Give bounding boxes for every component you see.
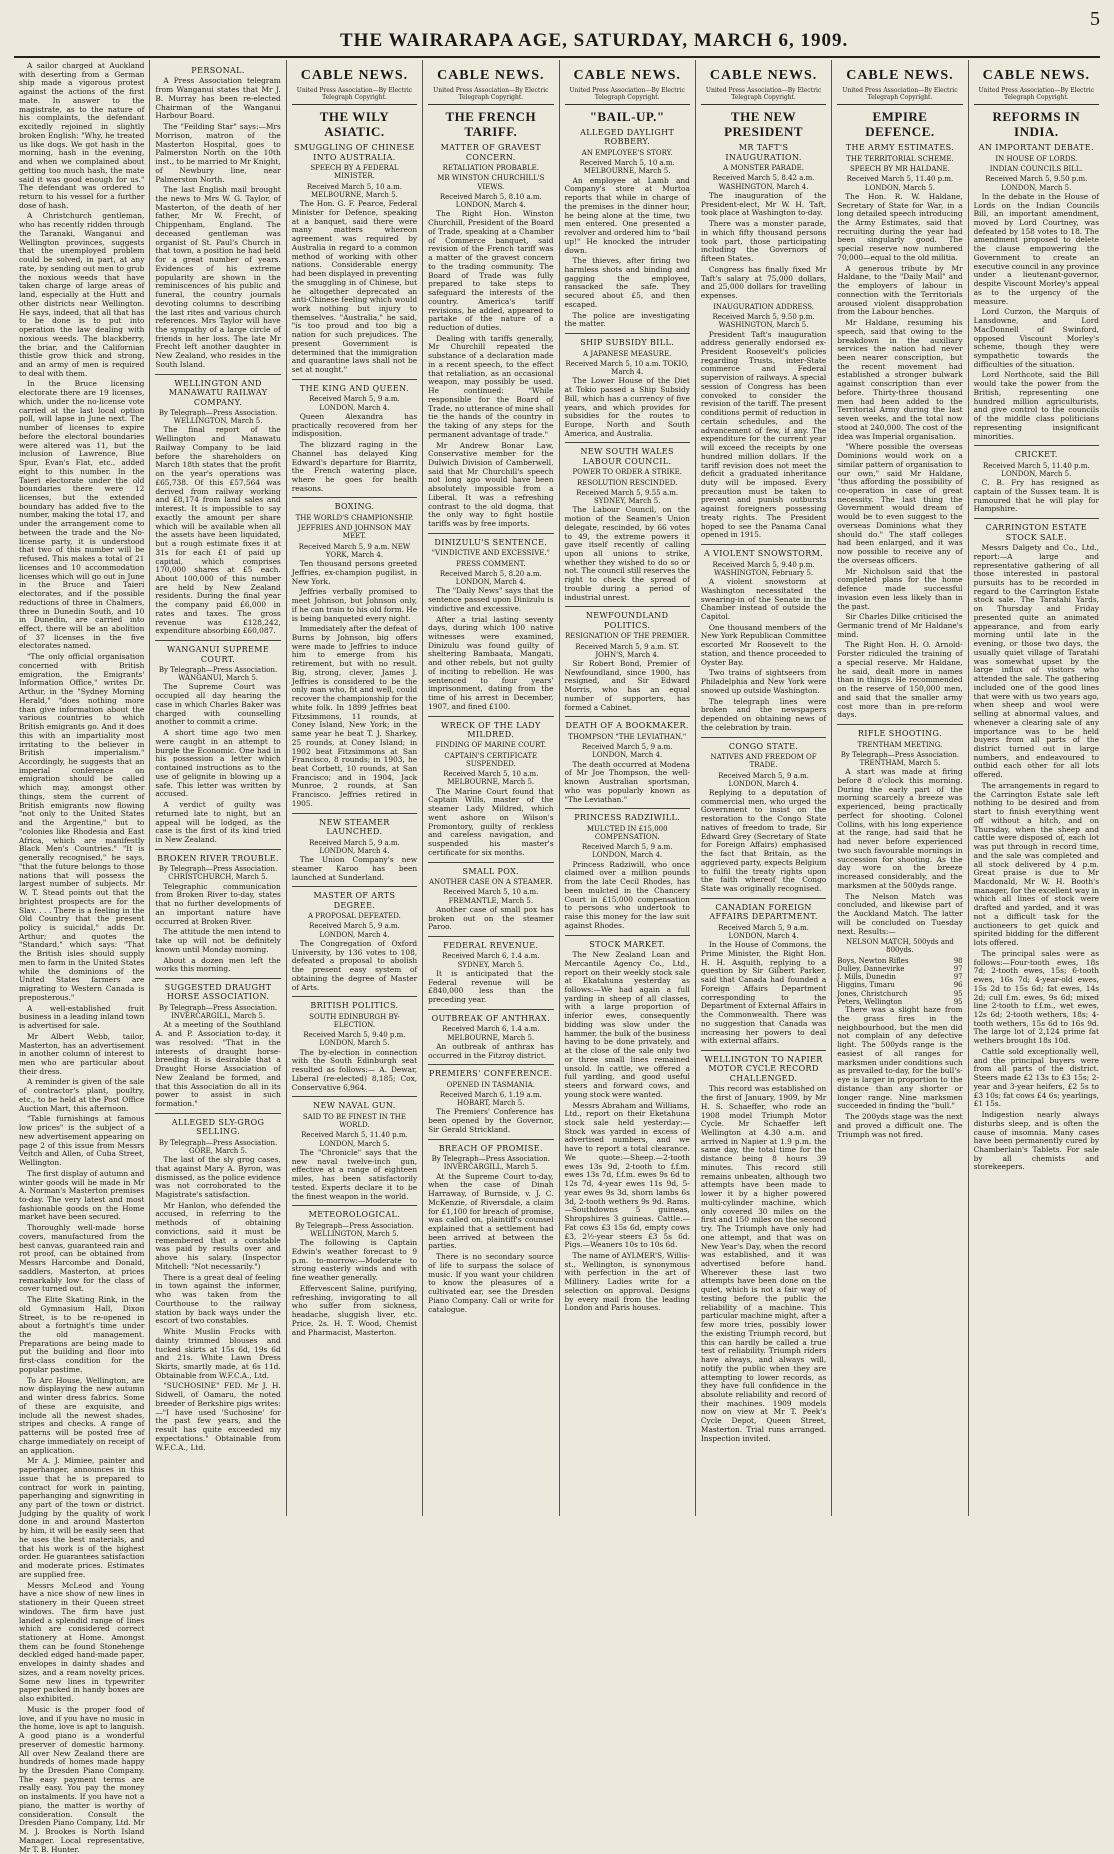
dateline: Received March 5, 10 a.m. MELBOURNE, March 5. — [443, 770, 539, 787]
column-4 — [423, 60, 559, 1516]
masthead-rule — [14, 56, 1100, 58]
press-credit: United Press Association—By Electric Telegraph Copyright. — [292, 87, 417, 105]
sub-heading: OPENED IN TASMANIA. — [446, 1080, 535, 1089]
article-paragraph: Lord Curzon, the Marquis of Lansdowne, and Lord MacDonnell of Swinford, opposed Viscount Morley's scheme, though they were sympathetic towards the difficulties of the situation. — [973, 307, 1099, 369]
masthead — [0, 0, 1114, 58]
sub-heading: THE TERRITORIAL SCHEME. — [846, 154, 954, 163]
article-paragraph: Messrs Abraham and Williams, Ltd., report on their Eketahuna stock sale held yesterday:—Stock was yarded in excess of advertised numbers, and we have to report a total clearance. We quote:—Sheep.—2-tooth ewes 13s 9d, 2-tooth to f.f.m. ewes 13s 7d, f.f.m. ewes 9s 6d to 12s 7d, 4-year ewes 11s 9d, 5-year ewes 9s 3d, shorn lambs 6s 3d, 2-tooth wethers 9s 9d. Rams.—Southdowns 5 guineas, Shropshires 3 guineas. Cattle.—Fat cows £3 15s 6d, empty cows £3, 2½-year steers £3 5s 6d. Pigs.—Weaners 10s to 10s 6d. — [564, 1100, 690, 1250]
sub-heading: SPEECH BY A FEDERAL MINISTER. — [310, 164, 399, 181]
competitor-score: 95 — [953, 997, 963, 1006]
article-paragraph: Mr Albert Webb, tailor, Masterton, has an advertisement in another column of interest to men who are particular about their dress. — [19, 1031, 145, 1076]
section-heading: WRECK OF THE LADY MILDRED. — [440, 720, 541, 740]
press-credit: United Press Association—By Electric Telegraph Copyright. — [701, 87, 826, 105]
article-paragraph: A Press Association telegram from Wanganui states that Mr J. B. Murray has been re-elected Chairman of the Wanganui Harbour Board. — [155, 76, 281, 121]
sub-heading: "VINDICTIVE AND EXCESSIVE." — [431, 549, 550, 558]
article-paragraph: Immediately after the defeat of Burns by Johnson, big offers were made to Jeffries to induce him to emerge from his retirement, but with no result. Big, strong, clever, James J. Jeffries is considered to be the only man who, fit and well, could recover the championship for the white folk. In 1899 Jeffries beat Fitzsimmons, 11 rounds, at Coney Island, New York; in the same year he beat T. J. Sharkey, 25 rounds, at Coney Island; in 1902 beat Fitzsimmons at San Francisco, 8 rounds; in 1903, he beat Corbett, 10 rounds, at San Francisco; and in 1904, Jack Munroe, 2 rounds, at San Francisco. Jeffries retired in 1905. — [291, 624, 418, 808]
article-paragraph: There is no secondary source of life to surpass the solace of music. If you want your children to know the pleasures of a cultivated ear, see the Dresden Piano Company. Call or write for catalogue. — [428, 1252, 554, 1314]
sub-heading: IN HOUSE OF LORDS. — [995, 154, 1078, 163]
dateline: Received March 5, 9.40 p.m. WASHINGTON, February 5. — [712, 560, 815, 577]
dateline: Received March 5, 9.40 p.m. LONDON, March 5. — [303, 1031, 406, 1048]
sub-heading: SPEECH BY MR HALDANE. — [849, 165, 950, 174]
article-headline: REFORMS IN INDIA. — [992, 108, 1081, 139]
column-divider — [565, 606, 690, 607]
article-paragraph: The telegraph lines were broken and the newspapers depended on obtaining news of the celebration by train. — [700, 696, 827, 732]
article-paragraph: The police are investigating the matter. — [564, 310, 690, 329]
article-paragraph: "SUCHOSINE" FED. Mr J. H. Sidwell, of Oamaru, the noted breeder of Berkshire pigs writes:—"I have used 'Suchosine' for the past few years, and the result has quite exceeded my expectations." Obtainable from W.F.C.A., Ltd. — [155, 1381, 281, 1452]
column-divider — [155, 374, 280, 375]
article-paragraph: The arrangements in regard to the Carrington Estate sale left nothing to be desired and from start to finish everything went off without a hitch, and on Thursday, when the sheep and cattle were disposed of, each lot was put through in record time, and the sale was completed and all stock delivered by 4 p.m. Great praise is due to Mr Macdonald, Mr W. H. Booth's manager, for the excellent way in which all lines of stock were drafted and yarded, and it was not a difficult task for the auctioneers to get quick and spirited bidding for the different lots offered. — [973, 780, 1099, 948]
results-row — [837, 981, 962, 989]
article-paragraph: The Right Hon. Winston Churchill, President of the Board of Trade, speaking at a Chamber of Commerce banquet, said revision of the French tariff was a matter of the gravest concern to the trading community. The Board of Trade was fully prepared to take steps to safeguard the interests of the country. America's tariff revisions, he added, appeared to partake of the nature of a reduction of duties. — [428, 209, 554, 332]
article-paragraph: The first display of autumn and winter goods will be made in Mr A. Norman's Masterton premises to-day. The very latest and most fashionable goods on the Home market have been secured. — [19, 1168, 145, 1222]
section-heading: FEDERAL REVENUE. — [443, 941, 539, 950]
article-paragraph: A Christchurch gentleman, who has recently ridden through the Taranaki, Wanganui and Wellington provinces, suggests that the unemployed problem could be solved, in part, at any rate, by sending out men to grub the noxious weeds that have taken charge of large areas of land, especially at the Hutt and other districts near Wellington. He says, indeed, that all that has to be done is to put into operation the law dealing with noxious weeds. The blackberry, the briar, and the Californian thistle grow thick and strong, and an army of men is required to deal with them. — [19, 211, 145, 378]
article-paragraph: "The only official organisation concerned with British emigration, the Emigrants' Information Office," writes Dr. Arthur, in the "Sydney Morning Herald," "does nothing more than give information about the various countries to which British emigrants go. And it does this with an impartiality most irritating to the believer in British imperialism." Accordingly, he suggests that an imperial conference on emigration should be called which may, amongst other things, stem the current of British emigrants now flowing "not only to the United States and the Argentine," but to "colonies like Rhodesia and East Africa, which are manifestly Black Men's Countries." "It is generally recognised," he says, "that the future belongs to those nations that will possess the largest number of subjects. Mr W. T. Stead points out that the brightest prospects are for the Slav. . . . There is a feeling in the Old Country that the present policy is suicidal," adds Dr. Arthur; and quotes the "Standard," which says: "That the British isles should supply men to farm in the United States while the dominions of the United States farmers are migrating to Western Canada is preposterous." — [19, 652, 145, 1002]
results-row — [837, 990, 962, 998]
article-paragraph: The following is Captain Edwin's weather forecast to 9 p.m. to-morrow:—Moderate to strong easterly winds and with fine weather generally. — [291, 1238, 418, 1283]
column-divider — [428, 533, 553, 534]
article-paragraph: The Hon. R. W. Haldane, Secretary of State for War, in a long detailed speech introducing the Army Estimates, said that recruiting during the year had been singularly good. The special reserve now numbered 70,000—equal to the old militia. — [837, 191, 963, 262]
dateline: Received March 6, 1.4 a.m. MELBOURNE, March 5. — [442, 1025, 540, 1042]
article-paragraph: About a dozen men left the works this morning. — [155, 955, 281, 974]
article-paragraph: "Where possible the overseas Dominions would work on a similar pattern of organisation to our own," said Mr Haldane, "thus affording the possibility of co-operation in case of great necessity. The last thing the Government would dream of would be to even suggest to the overseas Dominions what they should do." The staff colleges had been enlarged, and it was now possible to receive any of the overseas officers. — [837, 442, 963, 565]
dateline: Received March 5, 11.40 p.m. LONDON, March 5. — [983, 461, 1090, 479]
sub-heading: NATIVES AND FREEDOM OF TRADE. — [710, 753, 817, 770]
article-paragraph: Mr A. J. Mimiee, painter and paperhanger, announces in this issue that he is prepared to contract for work in painting, paperhanging and signwriting in any part of the town or district. Judging by the quality of work done in and around Masterton by him, it will be easily seen that he uses the best materials, and that his work is of the highest order. He guarantees satisfaction and moderate prices. Estimates are supplied free. — [19, 1456, 145, 1579]
column-6 — [696, 60, 832, 1516]
section-heading: NEW NAVAL GUN. — [313, 1101, 396, 1111]
article-paragraph: The last English mail brought the news to Mrs W. G. Taylor, of Masterton, of the death of her father, Mr W. Frecht, of Chippenham, England. The deceased gentleman was organist of St. Paul's Church in that town, a position he had held for a great number of years. Evidences of his extreme popularity are shown in the reminiscences of his public and funeral, the country journals devoting columns to describing the last rites and various church references. Mrs Taylor will have the sympathy of a large circle of friends in her loss. The late Mr Frecht left another daughter in New Zealand, who resides in the South Island. — [155, 185, 281, 369]
sub-heading: A MONSTER PARADE. — [723, 164, 804, 173]
dateline: By Telegraph—Press Association. INVERCARGILL, March 5. — [431, 1155, 550, 1172]
sub-heading: THOMPSON "THE LEVIATHAN." — [568, 732, 687, 741]
article-paragraph: The "Chronicle" says that the new naval twelve-inch gun, effective at a range of eighteen miles, has been satisfactorily tested. Experts declare it to be the finest weapon in the world. — [291, 1147, 418, 1201]
article-paragraph: The principal sales were as follows:—Four-tooth ewes, 18s 7d; 2-tooth ewes, 15s; 6-tooth ewes, 16s 7d; 4-year-old ewes, 15s 2d to 15s 6d; fat ewes, 14s 2d; cull f.m. ewes, 9s 6d; mixed line 2-tooth to f.f.m., wet ewes, 12s 6d; 2-tooth wethers, 18s; 4-tooth wethers, 15s 6d to 16s 9d. The large lot of 2,124 prime fat wethers brought 18s 10d. — [973, 948, 1099, 1046]
article-paragraph: In the House of Commons, the Prime Minister, the Right Hon. H. H. Asquith, replying to a question by Sir Gilbert Parker, said that Canada had founded a Foreign Affairs Department corresponding to the Department of External Affairs in the Commonwealth. There was no suggestion that Canada was increasing her powers to deal with external affairs. — [700, 940, 827, 1046]
dateline: By Telegraph—Press Association. CHRISTCHURCH, March 5. — [158, 865, 278, 882]
article-paragraph: The "Feilding Star" says:—Mrs Morrison, matron of the Masterton Hospital, goes to Palmerston North on the 10th inst., to be married to Mr Knight, of Newbury line, near Palmerston North. — [155, 122, 281, 184]
article-paragraph: The Premiers' Conference has been opened by the Governor, Sir Gerald Strickland. — [428, 1107, 554, 1134]
column-divider — [701, 898, 826, 899]
article-paragraph: The Supreme Court was occupied all day hearing the case in which Charles Baker was charged with counselling another to commit a crime. — [155, 682, 281, 727]
dateline: By Telegraph—Press Association. TRENTHAM, March 5. — [840, 750, 960, 768]
sub-heading: JEFFRIES AND JOHNSON MAY MEET. — [297, 524, 411, 541]
section-heading: MATTER OF GRAVEST CONCERN. — [440, 143, 542, 162]
article-paragraph: A reminder is given of the sale of contractor's plant, poultry, etc., to be held at the Post Office Auction Mart, this afternoon. — [19, 1077, 145, 1113]
results-row — [837, 965, 962, 973]
dateline: Received March 6, 1.4 a.m. SYDNEY, March 5. — [442, 952, 540, 969]
section-heading: NEW STEAMER LAUNCHED. — [319, 817, 390, 837]
article-paragraph: The thieves, after firing two harmless shots and binding and gagging the employee, ransacked the safe. They secured about £5, and then escaped. — [564, 256, 690, 309]
article-paragraph: Sir Charles Dilke criticised the Germanic trend of Mr Haldane's mind. — [837, 612, 963, 639]
article-paragraph: At the Supreme Court to-day, when the case of Dinah Harraway, of Burnside, v. J. C. McKenzie, of Riversdale, a claim for £1,100 for breach of promise, was called on, plaintiff's counsel explained that a settlement had been arrived at between the parties. — [428, 1171, 554, 1251]
cable-news-heading: CABLE NEWS. — [709, 68, 818, 83]
press-credit: United Press Association—By Electric Telegraph Copyright. — [428, 87, 553, 105]
dateline: Received March 5, 9 a.m. LONDON, March 4. — [581, 843, 673, 860]
competitor-score: 98 — [953, 956, 963, 965]
article-paragraph: The 200yds stage was the next and proved a difficult one. The Triumph was not fired. — [837, 1112, 963, 1139]
sub-heading: POWER TO ORDER A STRIKE. — [572, 468, 682, 477]
dateline: Received March 5, 9.55 a.m. SYDNEY, March 5. — [576, 488, 679, 506]
dateline: Received March 5, 8.42 a.m. WASHINGTON, March 4. — [712, 174, 815, 191]
column-divider — [292, 886, 417, 887]
article-paragraph: Replying to a deputation of commercial men, who urged the Government to insist on the restoration to the Congo State natives of freedom to trade, Sir Edward Grey (Secretary of State for Foreign Affairs) emphasised the fact that Britain, as the aggrieved party, expects Belgium to fulfil the treaty rights upon the faith whereof the Congo State was originally recognised. — [700, 788, 827, 894]
section-heading: CRICKET. — [1014, 450, 1058, 460]
section-heading: WELLINGTON TO NAPIER MOTOR CYCLE RECORD CHALLENGED. — [704, 1055, 823, 1083]
article-paragraph: There was a slight haze from the grass fires in the neighbourhood, but the men did not complain of any defective light. The 500yds range is the easiest of all ranges for marksmen under conditions such as prevailed to-day, for the bull's-eye is larger in proportion to the distance than any shorter or longer range. Nine marksmen succeeded in finding the "bull." — [837, 1005, 963, 1111]
column-divider — [837, 724, 962, 725]
article-paragraph: The blizzard raging in the Channel has delayed King Edward's departure for Biarritz, the French watering place, where he goes for health reasons. — [291, 440, 418, 493]
dateline: Received March 6, 1.19 a.m. HOBART, March 5. — [439, 1090, 542, 1108]
section-heading: BREACH OF PROMISE. — [438, 1143, 543, 1153]
article-paragraph: White Muslin Frocks with dainty trimmed blouses and tucked skirts at 15s 6d, 19s 6d and 21s. White Lawn Dress Skirts, smartly made, at 6s 11d. Obtainable from W.F.C.A., Ltd. — [155, 1327, 281, 1380]
competitor-name: Boys, Newton Rifles — [837, 956, 909, 965]
section-heading: MR TAFT'S INAUGURATION. — [725, 143, 802, 162]
dateline: By Telegraph—Press Association. WANGANUI, March 5. — [158, 665, 278, 683]
article-paragraph: Thoroughly well-made horse covers, manufactured from the best canvas, guaranteed rain and rot proof, can be obtained from Messrs Harcombe and Donald, saddlers, Masterton, at prices remarkably low for the class of cover turned out. — [19, 1223, 145, 1294]
section-heading: NEWFOUNDLAND POLITICS. — [585, 611, 669, 630]
article-paragraph: The Labour Council, on the motion of the Seamen's Union delegate, rescinded, by 66 votes to 49, the extreme powers it gave itself recently of calling upon all unions to strike, whether they wished to do so or not. The council still reserves the right to check the spread of trouble during a period of industrial unrest. — [564, 505, 690, 602]
dateline: Received March 5, 8.10 a.m. LONDON, March 4. — [439, 192, 542, 210]
column-divider — [155, 640, 280, 641]
section-heading: BOXING. — [334, 502, 375, 512]
article-headline: EMPIRE DEFENCE. — [865, 108, 935, 139]
section-heading: METEOROLOGICAL. — [308, 1210, 401, 1220]
column-divider — [428, 1064, 553, 1065]
press-credit: United Press Association—By Electric Telegraph Copyright. — [974, 87, 1099, 105]
dateline: Received March 5, 8.20 a.m. LONDON, March 4. — [439, 569, 542, 587]
article-paragraph: An employee at Lamb and Company's store at Murtoa reports that while in charge of the premises in the dinner hour, he being alone at the time, two men entered. One presented a revolver and ordered him to "bail up!" He knocked the intruder down. — [564, 175, 690, 255]
dateline: Received March 5, 11.40 p.m. LONDON, March 5. — [301, 1131, 408, 1148]
sub-heading: A JAPANESE MEASURE. — [583, 349, 672, 358]
article-paragraph: A generous tribute by Mr Haldane, to the "Daily Mail" and the employers of labour in connection with the Territorials aroused violent disapprobation from the Labour benches. — [837, 263, 963, 317]
column-divider — [565, 935, 690, 936]
section-heading: THE ARMY ESTIMATES. — [845, 143, 955, 153]
article-paragraph: The inauguration of the President-elect, Mr W. H. Taft, took place at Washington to-day. — [700, 190, 827, 218]
article-paragraph: The Elite Skating Rink, in the old Gymnasium Hall, Dixon Street, is to be re-opened in about a fortnight's time under the old management. Preparations are being made to put the building and floor into first-class condition for the popular pastime. — [19, 1295, 145, 1374]
dateline: By Telegraph—Press Association. GORE, March 5. — [158, 1138, 278, 1155]
dateline: Received March 5, 10 a.m. FREMANTLE, March 5. — [443, 888, 539, 905]
article-paragraph: After a trial lasting seventy days, during which 100 native witnesses were examined, Dinizulu was found guilty of sheltering Bambaata, Mangati, and other rebels, but not guilty of inciting to rebellion. He was sentenced to four years' imprisonment, dating from the time of his arrest in December, 1907, and fined £100. — [428, 614, 554, 711]
column-divider — [428, 716, 553, 717]
section-heading: ALLEGED SLY-GROG SELLING. — [171, 1117, 265, 1137]
section-heading: NEW SOUTH WALES LABOUR COUNCIL. — [580, 447, 674, 466]
sub-heading: MR WINSTON CHURCHILL'S VIEWS. — [437, 174, 545, 191]
sub-heading: INDIAN COUNCILS BILL. — [989, 165, 1083, 174]
article-headline: THE NEW PRESIDENT — [724, 108, 804, 139]
column-7 — [832, 60, 968, 1516]
column-divider — [974, 445, 1099, 446]
sub-heading: INAUGURATION ADDRESS. — [713, 302, 815, 311]
column-divider — [292, 379, 417, 380]
dateline: Received March 5, 10 a.m. MELBOURNE, March 5. — [306, 182, 403, 199]
column-divider — [701, 1050, 826, 1051]
dateline: Received March 5, 9 a.m. LONDON, March 4. — [581, 743, 673, 760]
sub-heading: FINDING OF MARINE COURT. — [435, 741, 547, 750]
column-divider — [292, 1205, 417, 1206]
article-paragraph: Two trains of sightseers from Philadelphia and New York were snowed up outside Washington. — [700, 668, 827, 695]
sub-heading: RESOLUTION RESCINDED. — [577, 478, 678, 487]
section-heading: SMUGGLING OF CHINESE INTO AUSTRALIA. — [294, 143, 415, 162]
column-divider — [292, 497, 417, 498]
article-paragraph: A verdict of guilty was returned late to night, but an appeal will be lodged, as the case is the first of its kind tried in New Zealand. — [155, 800, 281, 844]
article-paragraph: Ten thousand persons greeted Jeffries, ex-champion pugilist, in New York. — [291, 559, 418, 586]
competitor-name: Higgins, Timaru — [837, 981, 895, 990]
dateline: Received March 5, 9 a.m. LONDON, March 4. — [718, 771, 809, 788]
sub-heading: SAID TO BE FINEST IN THE WORLD. — [302, 1112, 406, 1130]
column-divider — [428, 1139, 553, 1140]
article-paragraph: Telegraphic communication from Broken River to-day, states that no further developments of an important nature have occurred at Broken River. — [155, 881, 281, 926]
column-5 — [560, 60, 696, 1516]
column-divider — [565, 333, 690, 334]
section-heading: CARRINGTON ESTATE STOCK SALE. — [985, 523, 1088, 542]
article-paragraph: The Nelson Match was concluded, and likewise part of the Auckland Match. The latter will be concluded on Tuesday next. Results:— — [837, 891, 963, 936]
competitor-name: Jones, Christchurch — [837, 989, 908, 998]
article-paragraph: President Taft's inauguration address generally endorsed ex-President Roosevelt's policies regarding Trusts, inter-State commerce and Federal supervision of railways. A special session of Congress has been convoked to consider the revision of the tariff. The present conditions permit of reduction in certain schedules, and the advancement of few, if any. The expenditure for the current year will exceed the receipts by one hundred million dollars. If the tariff revision does not meet the deficit a graduated inheritance duty will be imposed. Every precaution must be taken to prevent and punish outbursts against foreigners possessing treaty rights. The President hoped to see the Panama Canal opened in 1915. — [700, 329, 827, 540]
article-paragraph: The Hon. G. F. Pearce, Federal Minister for Defence, speaking at a banquet, said there were many matters whereon agreement was required by Australia in regard to a common method of working with other nations. Considerable energy had been displayed in preventing the smuggling in of Chinese, but he altogether deprecated an anti-Chinese feeling which would work nothing but injury to themselves. "Australia," he said, "is too proud and too big a nation for such prejudices. The present Government is determined that the immigration and quarantine laws shall not be set at nought." — [291, 199, 418, 375]
column-3 — [287, 60, 423, 1516]
sub-heading: MULCTED IN £15,000 COMPENSATION. — [586, 824, 668, 841]
column-divider — [974, 518, 1099, 519]
dateline: Received March 5, 11.40 p.m. LONDON, March 5. — [846, 175, 954, 192]
section-heading: MASTER OF ARTS DEGREE. — [313, 891, 396, 910]
dateline: Received March 5, 9 a.m. LONDON, March 4. — [309, 922, 400, 939]
press-credit: United Press Association—By Electric Telegraph Copyright. — [565, 87, 690, 105]
article-paragraph: A short time ago two men were caught in an attempt to burgle the Economic. One had in his possession a letter which contained instructions as to the use of gelignite in blowing up a safe. This letter was written by accused. — [155, 728, 281, 799]
article-paragraph: The Right Hon. H. O. Arnold-Forster ridiculed the training of a special reserve. Mr Haldane, he said, dealt more in names than in things. He recommended on the reserve of 150,000 men, and said that the smaller army cost more than in pre-reform days. — [837, 640, 963, 720]
dateline: Received March 5, 9.50 p.m. WASHINGTON, March 5. — [712, 313, 815, 330]
press-credit: United Press Association—By Electric Telegraph Copyright. — [837, 87, 962, 105]
competitor-name: Peters, Wellington — [837, 997, 903, 1006]
article-paragraph: In the debate in the House of Lords on the Indian Councils Bill, an important amendment, moved by Lord Courtney, was defeated by 158 votes to 18. The amendment proposed to delete the clause empowering the Government to create an executive council in any province under a lieutenant-governor, despite Viscount Morley's appeal as to the urgency of the measure. — [973, 191, 1099, 306]
column-1 — [14, 60, 150, 1854]
sub-heading: PRESS COMMENT. — [456, 559, 526, 568]
section-heading: OUTBREAK OF ANTHRAX. — [431, 1013, 551, 1023]
column-divider — [565, 442, 690, 443]
competitor-score: 97 — [953, 964, 963, 973]
section-heading: ALLEGED DAYLIGHT ROBBERY. — [580, 128, 675, 147]
article-paragraph: There was a monster parade, in which fifty thousand persons took part, those participating including the Governors of fifteen States. — [700, 219, 827, 264]
article-paragraph: Lord Northcote, said the Bill would take the power from the British, representing one hundred million agriculturists, and give control to the councils of the middle class politicians representing insignificant minorities. — [973, 370, 1099, 441]
article-paragraph: C. B. Fry has resigned as captain of the Sussex team. It is rumoured that he will play for Hampshire. — [973, 478, 1099, 514]
dateline: By Telegraph—Press Association. WELLINGTON, March 5. — [295, 1221, 414, 1238]
section-heading: THE KING AND QUEEN. — [299, 383, 409, 393]
sub-heading: SOUTH EDINBURGH BY-ELECTION. — [309, 1012, 400, 1029]
results-row — [837, 957, 962, 965]
cable-news-heading: CABLE NEWS. — [573, 68, 681, 83]
article-paragraph: The Lower House of the Diet at Tokio passed a Ship Subsidy Bill, which has a currency of five years, and which provides for subsidies for the routes to Europe, North and South America, and Australia. — [564, 376, 690, 438]
competitor-score: 97 — [953, 973, 963, 982]
section-heading: SUGGESTED DRAUGHT HORSE ASSOCIATION. — [164, 982, 272, 1002]
cable-news-heading: CABLE NEWS. — [982, 68, 1091, 83]
article-paragraph: The by-election in connection with the South Edinburgh seat resulted as follows:— A. Dewar, Liberal (re-elected) 8,185; Cox, Conservative 6,964. — [291, 1047, 418, 1092]
article-paragraph: Mr Nicholson said that the completed plans for the home defence made successful invasion even less likely than in the past. — [837, 566, 963, 611]
dateline: Received March 5, 9 a.m. LONDON, March 4. — [309, 838, 400, 855]
article-paragraph: Dealing with tariffs generally, Mr Churchill repeated the substance of a declaration made in a recent speech, to the effect that retaliation, as an occasional weapon, may possibly be used. He continued: "While responsible for the Board of Trade, no utterance of mine shall tie the hands of the country in the taking of any steps for the permanent advantage of trade." — [428, 333, 554, 439]
column-divider — [292, 996, 417, 997]
article-paragraph: Effervescent Saline, purifying, refreshing, invigorating to all who suffer from sickness, headache, sluggish liver, etc. Price, 2s. H. T. Wood, Chemist and Pharmacist, Masterton. — [291, 1283, 418, 1337]
article-paragraph: The final report of the Wellington and Manawatu Railway Company to be laid before the shareholders on March 18th states that the profit on the year's operations was £65,738. Of this £57,564 was derived from railway working and £8,174 from land sales and interest. It is impossible to say exactly the amount per share which will be available when all the assets have been liquidated, but a rough estimate fixes it at 31s for each £1 of paid up capital, which comprises 170,000 shares at £5 each. About 100,000 of this number are held by New Zealand residents. During the final year the company paid £6,000 in rates and taxes. The gross revenue was £128,242, expenditure absorbing £60,087. — [155, 425, 281, 636]
dateline: Received March 5, 9 a.m. LONDON, March 4. — [718, 923, 809, 940]
sub-heading: THE WORLD'S CHAMPIONSHIP. — [295, 513, 414, 522]
column-8 — [969, 60, 1104, 1516]
article-paragraph: Jeffries verbally promised to meet Johnson, but Johnson only, if he can train to his old form. He is being banqueted every night. — [291, 587, 418, 623]
article-paragraph: Sir Robert Bond, Premier of Newfoundland, since 1900, has resigned, and Sir Edward Morris, who has an equal number of supporters, has formed a Cabinet. — [564, 659, 690, 712]
article-paragraph: Congress has finally fixed Mr Taft's salary at 75,000 dollars, and 25,000 dollars for travelling expenses. — [700, 264, 827, 301]
article-paragraph: Queen Alexandra has practically recovered from her indisposition. — [291, 411, 418, 439]
section-heading: DINIZULU'S SENTENCE. — [434, 537, 548, 547]
column-divider — [565, 716, 690, 717]
dateline: Received March 5, 10 a.m. TOKIO, March 4. — [565, 359, 689, 377]
sub-heading: A PROPOSAL DEFEATED. — [307, 912, 401, 921]
article-paragraph: The death occurred at Modena of Mr Joe Thompson, the well-known Australian sportsman, who was popularly known as "The Leviathan." — [564, 759, 690, 804]
dateline: Received March 5, 9 a.m. NEW YORK, March 4. — [298, 542, 411, 559]
article-paragraph: A violent snowstorm at Washington necessitated the swearing-in of the Senate in the Chamber instead of outside the Capitol. — [700, 577, 827, 622]
column-divider — [428, 862, 553, 863]
section-heading: A VIOLENT SNOWSTORM. — [703, 549, 824, 559]
competitor-score: 95 — [953, 989, 963, 998]
sub-heading: ANOTHER CASE ON A STEAMER. — [429, 878, 553, 887]
dateline: By Telegraph—Press Association. WELLINGTON, March 5. — [158, 408, 278, 426]
article-paragraph: One thousand members of the New York Republican Committee escorted Mr Roosevelt to the station, and thence proceeded to Oyster Bay. — [700, 622, 827, 667]
cable-news-heading: CABLE NEWS. — [300, 68, 409, 83]
section-heading: WANGANUI SUPREME COURT. — [167, 645, 270, 664]
section-heading: CANADIAN FOREIGN AFFAIRS DEPARTMENT. — [709, 902, 818, 922]
article-paragraph: This record was established on the first of January, 1909, by Mr H. S. Schaeffer, who rode an 1908 model Triumph Motor Cycle. Mr Schaeffer left Wellington at 4.30 a.m. and arrived in Napier at 1.9 p.m. the same day, the total time for the distance being 8 hours 39 minutes. This record still remains unbeaten, although two attempts have been made to lower it by a higher powered multi-cylinder machine, which only covered 30 miles on the first and 150 miles on the second try. The Triumph have only had one attempt, and that was on New Year's Day, when the record was established, and it was advertised before hand. Wherever these last two attempts have been done on the quiet, which is not a fair way of testing before the public the reliability of a machine. This particular machine might, after a few more tries, possibly lower the existing Triumph record, but this can hardly be called a true test of reliability. Triumph riders have always, and always will, notify the public when they are attempting to lower records, as they have full confidence in the absolute reliability and record of their machines. 1909 models now on view at Mr T. Peek's Cycle Depot, Queen Street, Masterton. Trial runs arranged. Inspection invited. — [700, 1084, 827, 1443]
column-2 — [150, 60, 286, 1516]
article-paragraph: Mr Andrew Bonar Law, Conservative member for the Dulwich Division of Camberwell, said that Mr Churchill's speech not long ago would have been absolutely impossible from a Liberal. It was a refreshing contrast to the old dogma, that the only way to fight hostile tariffs was by free imports. — [428, 440, 554, 529]
article-paragraph: To Arc House, Wellington, are now displaying the new autumn and winter dress fabrics. Some of these are exquisite, and include all the newest shades, stripes and checks. A range of patterns will be posted free of charge immediately on receipt of an application. — [19, 1375, 145, 1455]
article-paragraph: A sailor charged at Auckland with deserting from a German ship made a vigorous protest against the actions of the first mate. In answer to the magistrate, as to the nature of his complaints, the defendant excitedly rejoined in slightly broken English: "Why, he treated us like dogs. We got hash in the morning, hash in the evening, and when we complained about getting too much hash, the mate said it was good enough for us." The defendant was ordered to return to his vessel for a further dose of hash. — [19, 61, 145, 210]
page-number: 5 — [1090, 8, 1100, 30]
sub-heading: NELSON MATCH, 500yds and 800yds. — [845, 938, 954, 955]
column-container — [14, 60, 1104, 1854]
article-paragraph: Mr Hanlon, who defended the accused, in referring to the methods of obtaining convictions, said it must be remembered that a constable was paid by results over and above his salary. (Inspector Mitchell: "Not necessarily.") — [155, 1200, 281, 1271]
article-headline: THE FRENCH TARIFF. — [445, 108, 537, 139]
competitor-name: J. Mills, Dunedin — [837, 973, 896, 982]
article-paragraph: The New Zealand Loan and Mercantile Agency Co., Ltd., report on their weekly stock sale at Ekatahuna yesterday as follows:—We had again a full yarding in sheep of all classes, with a large proportion of inferior ewes, consequently bidding was slow under the hammer, the bulk of the business having to be done privately, and at the close of the sale only two or three small lines remained unsold. In cattle, we offered a full yarding, and good useful steers and forward cows, and young stock were wanted. — [564, 950, 690, 1099]
sub-heading: RESIGNATION OF THE PREMIER. — [564, 632, 690, 641]
section-heading: PREMIERS' CONFERENCE. — [429, 1069, 553, 1079]
column-divider — [428, 936, 553, 937]
dateline: Received March 5, 9 a.m. LONDON, March 4. — [309, 395, 400, 412]
article-paragraph: The Congregation of Oxford University, by 136 votes to 108, defeated a proposal to abolish the present easy system of obtaining the degree of Master of Arts. — [291, 938, 418, 992]
competitor-score: 96 — [953, 981, 963, 990]
sub-heading: RETALIATION PROBABLE. — [442, 164, 539, 173]
article-paragraph: The last of the sly grog cases, that against Mary A. Byron, was dismissed, as the police evidence was not corroborated to the Magistrate's satisfaction. — [155, 1155, 281, 1200]
section-heading: BRITISH POLITICS. — [310, 1001, 399, 1011]
column-divider — [701, 737, 826, 738]
cable-news-heading: CABLE NEWS. — [846, 68, 954, 83]
column-divider — [155, 978, 280, 979]
article-paragraph: The Union Company's new steamer Karoo has been launched at Sunderland. — [291, 855, 418, 882]
dateline: Received March 5, 9 a.m. ST. JOHN'S, March 4. — [575, 642, 679, 659]
section-heading: SMALL POX. — [462, 866, 520, 876]
column-divider — [701, 544, 826, 545]
article-paragraph: Music is the proper food of love, and if you have no music in the home, love is apt to languish. A good piano is a wonderful preserver of domestic harmony. All over New Zealand there are hundreds of homes made happy by the Dresden Piano Company. The easy payment terms are really easy. You pay the money on instalments. If you have not a piano, the matter is worthy of consideration. Consult the Dresden Piano Company, Ltd. Mr M. J. Brookes is North Island Manager. Local representative, Mr T. B. Hunter. — [19, 1704, 145, 1854]
article-paragraph: Mr Haldane, resuming his speech, said that owing to the breakdown in the auxiliary services the nation had never been nearer conscription, but the recent movement had established a stronger bulwark against conscription than ever before. Thirty-three thousand men had been added to the Territorial Army during the last seven weeks, and the total now stood at 240,000. The cost of the idea was Imperial organisation. — [837, 318, 963, 441]
article-paragraph: Indigestion nearly always disturbs sleep, and is often the cause of insomnia. Many cases have been permanently cured by Chamberlain's Tablets. For sale by all chemists and storekeepers. — [973, 1110, 1099, 1172]
results-table — [837, 957, 962, 1007]
section-heading: RIFLE SHOOTING. — [857, 729, 943, 739]
section-heading: BROKEN RIVER TROUBLE. — [157, 853, 279, 863]
article-headline: THE WILY ASIATIC. — [319, 108, 390, 139]
section-heading: PERSONAL. — [191, 66, 245, 75]
dateline: By Telegraph—Press Association. INVERCARGILL, March 5. — [158, 1003, 278, 1021]
article-paragraph: Another case of small pox has broken out on the steamer Paroo. — [428, 904, 554, 932]
article-paragraph: The Marine Court found that Captain Wills, master of the steamer Lady Mildred, which went ashore on Wilson's Promontory, guilty of reckless and careless navigation, and suspended his master's certificate for six months. — [428, 786, 554, 857]
section-heading: SHIP SUBSIDY BILL. — [580, 338, 675, 348]
column-divider — [292, 1096, 417, 1097]
masthead-title: THE WAIRARAPA AGE, SATURDAY, MARCH 6, 1909. — [340, 30, 849, 51]
article-paragraph: A start was made at firing before 8 o'clock this morning. During the early part of the morning scarcely a breeze was experienced, being practically perfect for shooting. Colonel Collins, with his long experience at the range, had said that he had never before experienced two such favourable mornings in succession for shooting. As the day wore on the breeze increased considerably, and the marksmen at the 500yds range. — [837, 767, 963, 890]
column-divider — [565, 808, 690, 809]
article-paragraph: There is a great deal of feeling in town against the informer, who was taken from the Courthouse to the railway station by back ways under the escort of two constables. — [155, 1272, 281, 1326]
section-heading: AN IMPORTANT DEBATE. — [978, 143, 1094, 153]
article-paragraph: Messrs McLeod and Young have a nice show of new lines in stationery in their Queen street windows. The firm have just landed a splendid range of lines which are considered correct stationery at Home. Amongst them can be found Stonehenge deckled edged hand-made paper, envelopes in dainty shades and sizes, and a ream novelty prices. Some new lines in typewriter paper packed in handy boxes are also exhibited. — [19, 1580, 145, 1704]
section-heading: PRINCESS RADZIWILL. — [574, 813, 681, 823]
article-paragraph: A well-established fruit business in a leading inland town is advertised for sale. — [19, 1003, 145, 1031]
column-divider — [155, 849, 280, 850]
article-paragraph: It is anticipated that the Federal revenue will be £840,000 less than the preceding year. — [428, 968, 554, 1005]
section-heading: DEATH OF A BOOKMAKER. — [565, 721, 689, 731]
article-paragraph: In the Bruce licensing electorate there are 19 licenses, which, under the no-license vote carried at the last local option poll, will lapse in June next. The number of licenses to expire before the electoral boundaries were altered was 11, but the inclusion of Lawrence, Blue Spur, Evan's Flat, etc., added eight to this number. In the Taieri electorate under the old boundaries there were 12 licenses, but the extended boundary has added five to the number, making the total 17, and under the arrangement come to between the trade and the No-license party, it is understood that two of this number will be refused. This makes a total of 21 licenses and 10 accommodation licenses which will go out in June in the Bruce and Taieri electorates, and if the possible reductions of three in Chalmers, three in Dunedin South, and 10 in Dunedin, are carried into effect, there will be an abolition of 37 licenses in the five electorates named. — [19, 379, 145, 651]
dateline: Received March 5, 10 a.m. MELBOURNE, March 5. — [579, 159, 675, 176]
dateline: Received March 5, 9.50 p.m. LONDON, March 5. — [985, 175, 1088, 192]
section-heading: STOCK MARKET. — [589, 939, 666, 949]
article-paragraph: "Table furnishings at famous low prices" is the subject of a new advertisement appearing on page 2 of this issue from Messrs Veitch and Allen, of Cuba Street, Wellington. — [19, 1114, 145, 1168]
column-divider — [292, 813, 417, 814]
article-paragraph: At a meeting of the Southland A. and P. Association to-day, it was resolved: "That in the interests of draught horse-breeding it is desirable that a Draught Horse Association of New Zealand be formed, and that this Association do all in its power to assist in such formation." — [155, 1020, 281, 1108]
competitor-name: Dulley, Dannevirke — [837, 964, 905, 973]
article-paragraph: Cattle sold exceptionally well, and the principal buyers were from all parts of the district. Steers made £2 13s to £3 15s; 2-year and 3-year heifers, £2 5s to £3 10s; fat cows £4 6s; yearlings, £1 15s. — [973, 1046, 1099, 1109]
column-divider — [155, 1113, 280, 1114]
article-paragraph: The attitude the men intend to take up will not be definitely known until Monday morning. — [155, 927, 281, 954]
sub-heading: AN EMPLOYEE'S STORY. — [581, 148, 673, 157]
sub-heading: CAPTAIN'S CERTIFICATE SUSPENDED. — [444, 751, 538, 768]
section-heading: CONGO STATE. — [728, 741, 799, 751]
sub-heading: TRENTHAM MEETING. — [857, 740, 943, 749]
article-paragraph: An outbreak of anthrax has occurred in the Fitzroy district. — [428, 1041, 554, 1060]
article-paragraph: Messrs Dalgety and Co., Ltd., report:—A large and representative gathering of all those interested in pastoral pursuits has to be recorded in regard to the Carrington Estate stock sale. The Taratahi Yards, on Thursday and Friday presented quite an animated appearance, and from early morning until late in the evening, or those two days, the usually quiet village of Taratahi was somewhat upset by the large influx of visitors who attended the sale. The gathering included one of the good lines that were with us two years ago, when sheep and wool were selling at abnormal values, and whenever a clearing sale of any importance was to be held buyers from all parts of the district turned out in large numbers, and endeavoured to outbid each other for all lots offered. — [973, 543, 1099, 780]
article-paragraph: Princess Radziwill, who once claimed over a million pounds from the late Cecil Rhodes, has been mulcted in the Chancery Court in £15,000 compensation to persons who undertook to raise this money for the law suit against Rhodes. — [564, 859, 690, 930]
section-heading: WELLINGTON AND MANAWATU RAILWAY COMPANY. — [168, 378, 268, 407]
article-paragraph: The "Daily News" says that the sentence passed upon Dinizulu is vindictive and excessive. — [428, 586, 554, 613]
results-row — [837, 973, 962, 981]
cable-news-heading: CABLE NEWS. — [437, 68, 545, 83]
column-divider — [428, 1009, 553, 1010]
article-headline: "BAIL-UP." — [589, 108, 665, 124]
article-paragraph: The name of AYLMER'S, Willis-st., Wellington, is synonymous with perfection in the art of Millinery. Ladies write for a selection on approval. Designs by every mail from the leading London and Paris houses. — [564, 1251, 690, 1313]
